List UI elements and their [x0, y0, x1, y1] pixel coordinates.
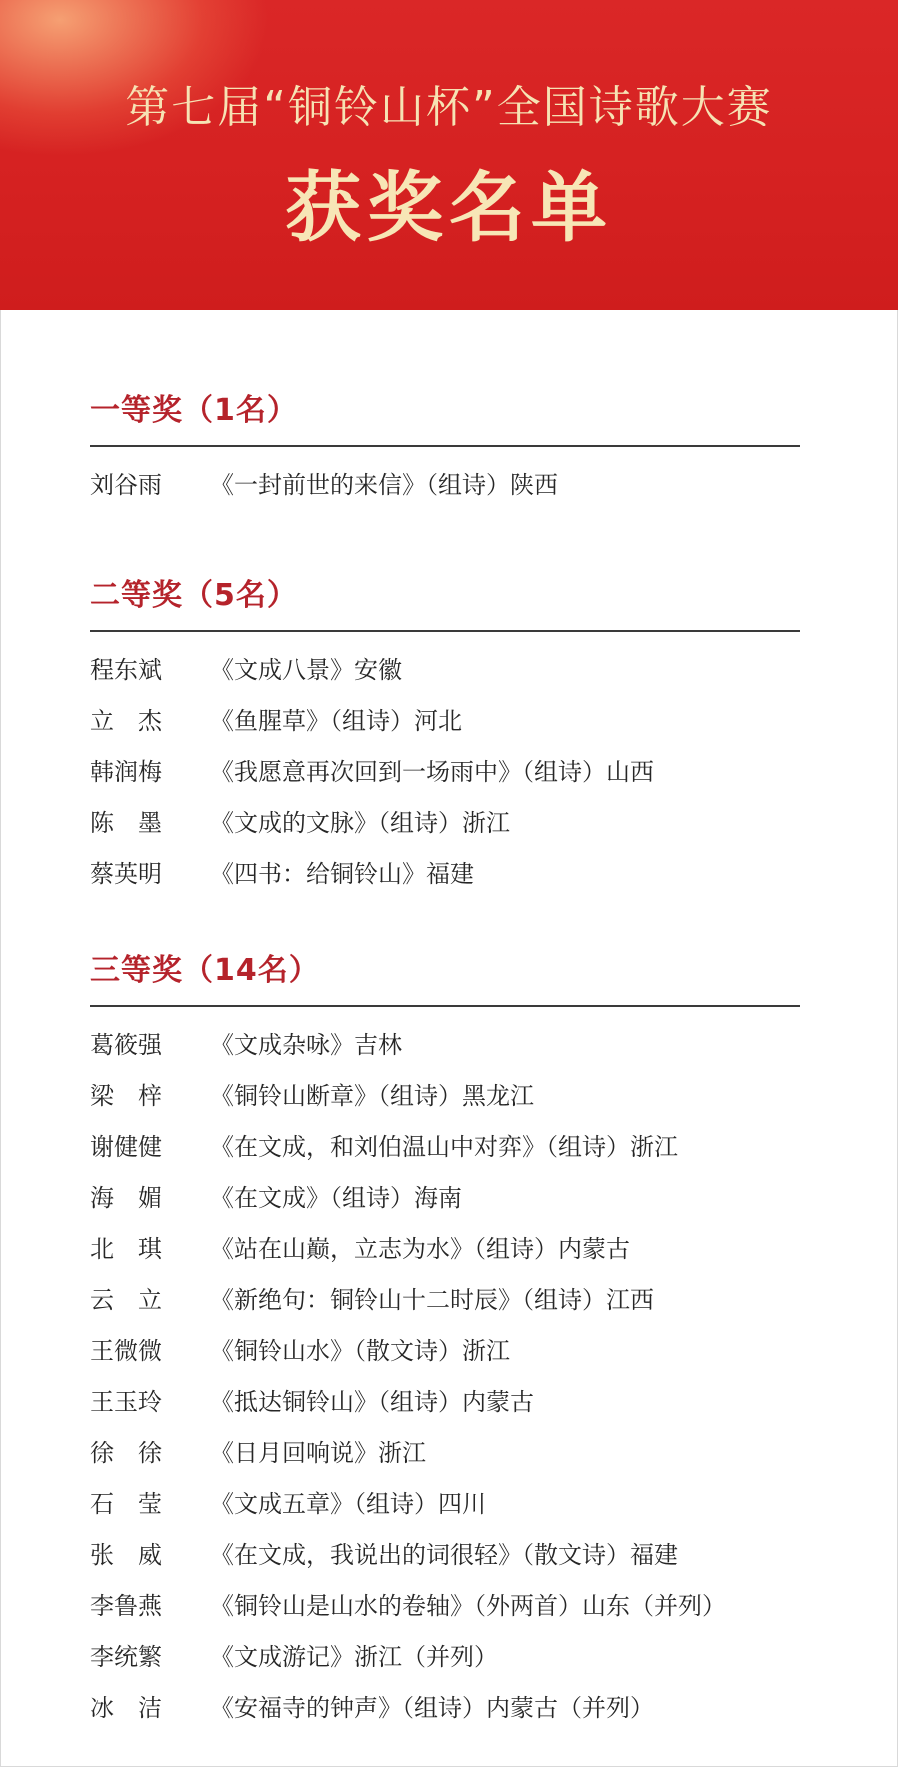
third-prize-section	[90, 945, 800, 1731]
award-entry	[90, 846, 800, 897]
winner-name: 陈 墨	[90, 809, 162, 837]
work-title: 《文成杂咏》吉林	[210, 1031, 402, 1059]
award-entry	[90, 1629, 800, 1680]
first-prize-heading: 一等奖（1名）	[90, 385, 800, 447]
work-title: 《铜铃山断章》（组诗）黑龙江	[210, 1082, 534, 1110]
award-entry	[90, 1170, 800, 1221]
award-entry	[90, 1374, 800, 1425]
award-entry	[90, 1068, 800, 1119]
first-prize-section	[90, 385, 800, 508]
winner-name: 葛筱强	[90, 1031, 162, 1059]
winner-name: 云 立	[90, 1286, 162, 1314]
award-entry	[90, 1017, 800, 1068]
award-entry	[90, 693, 800, 744]
award-entry	[90, 1425, 800, 1476]
award-list-title: 获奖名单	[285, 163, 613, 252]
work-title: 《四书：给铜铃山》福建	[210, 860, 474, 888]
winner-name: 谢健健	[90, 1133, 162, 1161]
work-title: 《新绝句：铜铃山十二时辰》（组诗）江西	[210, 1286, 654, 1314]
award-entry	[90, 1323, 800, 1374]
award-entry	[90, 1578, 800, 1629]
work-title: 《铜铃山是山水的卷轴》（外两首）山东（并列）	[210, 1592, 726, 1620]
third-prize-heading: 三等奖（14名）	[90, 945, 800, 1007]
winner-name: 张 威	[90, 1541, 162, 1569]
award-entry	[90, 457, 800, 508]
work-title: 《一封前世的来信》（组诗）陕西	[210, 471, 558, 499]
work-title: 《日月回响说》浙江	[210, 1439, 426, 1467]
winner-name: 蔡英明	[90, 860, 162, 888]
winner-name: 海 媚	[90, 1184, 162, 1212]
work-title: 《我愿意再次回到一场雨中》（组诗）山西	[210, 758, 654, 786]
work-title: 《在文成》（组诗）海南	[210, 1184, 462, 1212]
winner-name: 冰 洁	[90, 1694, 162, 1722]
work-title: 《鱼腥草》（组诗）河北	[210, 707, 462, 735]
second-prize-section	[90, 570, 800, 897]
award-entry	[90, 642, 800, 693]
award-entry	[90, 1680, 800, 1731]
winner-name: 王微微	[90, 1337, 162, 1365]
winner-name: 徐 徐	[90, 1439, 162, 1467]
winner-name: 李鲁燕	[90, 1592, 162, 1620]
winner-name: 刘谷雨	[90, 471, 162, 499]
winner-name: 韩润梅	[90, 758, 162, 786]
award-entry	[90, 1476, 800, 1527]
work-title: 《铜铃山水》（散文诗）浙江	[210, 1337, 510, 1365]
header-banner	[0, 0, 898, 310]
award-entry	[90, 795, 800, 846]
work-title: 《在文成，我说出的词很轻》（散文诗）福建	[210, 1541, 678, 1569]
work-title: 《文成的文脉》（组诗）浙江	[210, 809, 510, 837]
work-title: 《安福寺的钟声》（组诗）内蒙古（并列）	[210, 1694, 654, 1722]
winner-name: 王玉玲	[90, 1388, 162, 1416]
award-entry	[90, 1221, 800, 1272]
award-entry	[90, 1527, 800, 1578]
work-title: 《文成游记》浙江（并列）	[210, 1643, 498, 1671]
winner-name: 李统繁	[90, 1643, 162, 1671]
work-title: 《文成五章》（组诗）四川	[210, 1490, 486, 1518]
winner-name: 石 莹	[90, 1490, 162, 1518]
award-entry	[90, 744, 800, 795]
award-list	[90, 385, 800, 1783]
work-title: 《在文成，和刘伯温山中对弈》（组诗）浙江	[210, 1133, 678, 1161]
winner-name: 梁 梓	[90, 1082, 162, 1110]
work-title: 《站在山巅，立志为水》（组诗）内蒙古	[210, 1235, 630, 1263]
work-title: 《文成八景》安徽	[210, 656, 402, 684]
second-prize-heading: 二等奖（5名）	[90, 570, 800, 632]
contest-title: 第七届“铜铃山杯”全国诗歌大赛	[125, 82, 773, 133]
winner-name: 程东斌	[90, 656, 162, 684]
award-entry	[90, 1272, 800, 1323]
winner-name: 立 杰	[90, 707, 162, 735]
award-entry	[90, 1119, 800, 1170]
work-title: 《抵达铜铃山》（组诗）内蒙古	[210, 1388, 534, 1416]
winner-name: 北 琪	[90, 1235, 162, 1263]
